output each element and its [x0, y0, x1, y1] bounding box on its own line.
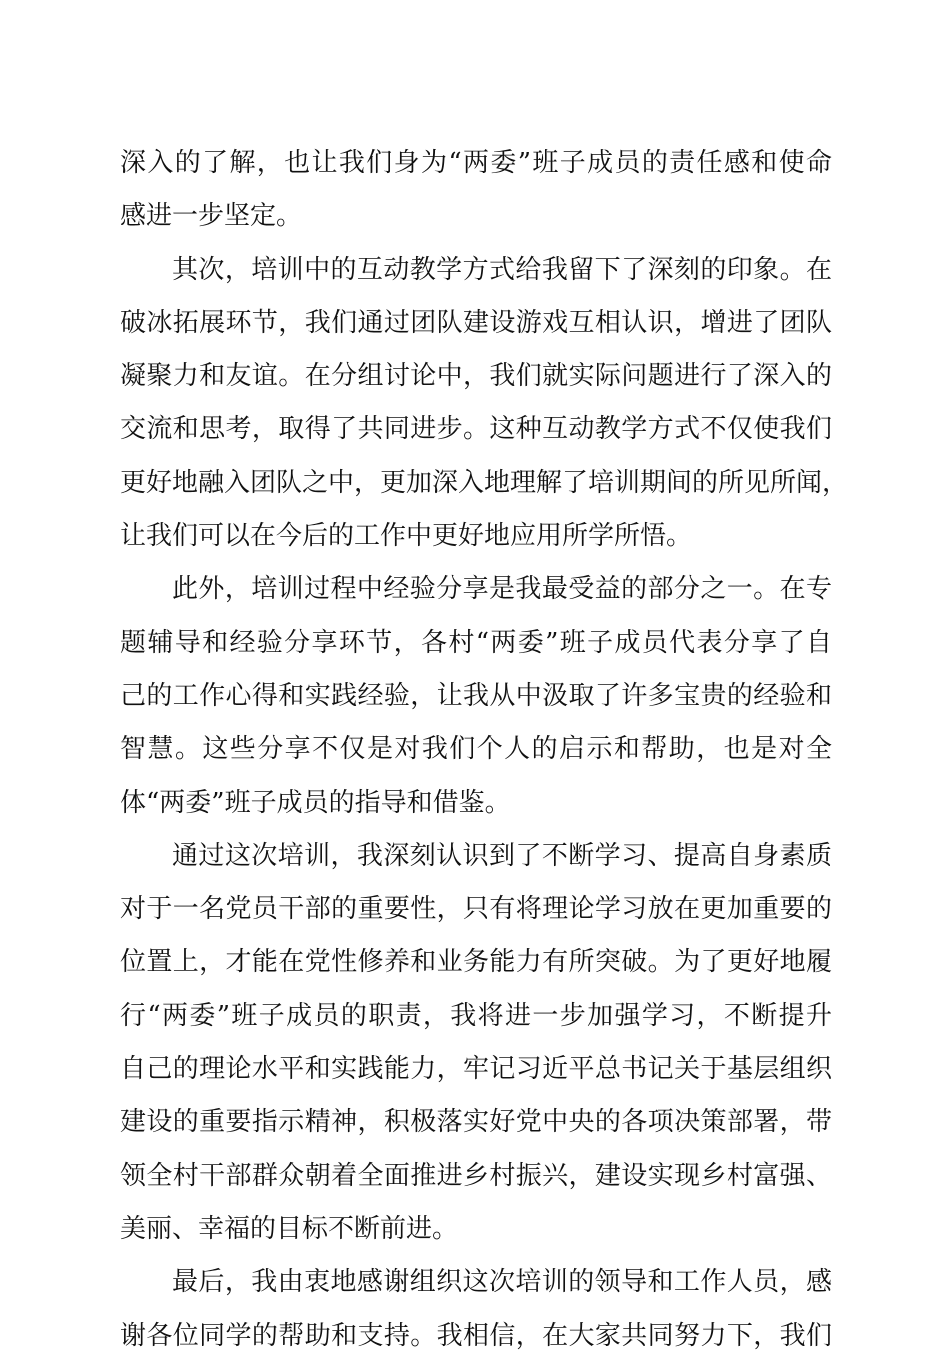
text-line: 破冰拓展环节，我们通过团队建设游戏互相认识，增进了团队 [120, 307, 832, 338]
text-line: 美丽、幸福的目标不断前进。 [120, 1213, 459, 1244]
text-line: 其次，培训中的互动教学方式给我留下了深刻的印象。在 [172, 254, 832, 285]
text-line: 深入的了解，也让我们身为“两委”班子成员的责任感和使命 [120, 148, 832, 178]
text-line: 让我们可以在今后的工作中更好地应用所学所悟。 [120, 521, 693, 552]
text-line: 题辅导和经验分享环节，各村“两委”班子成员代表分享了自 [120, 627, 832, 658]
text-line: 自己的理论水平和实践能力，牢记习近平总书记关于基层组织 [120, 1054, 832, 1085]
text-line: 通过这次培训，我深刻认识到了不断学习、提高自身素质 [172, 840, 832, 871]
text-line: 凝聚力和友谊。在分组讨论中，我们就实际问题进行了深入的 [120, 361, 832, 392]
text-line: 交流和思考，取得了共同进步。这种互动教学方式不仅使我们 [120, 414, 832, 445]
text-line: 谢各位同学的帮助和支持。我相信，在大家共同努力下，我们 [120, 1320, 832, 1351]
text-line: 感进一步坚定。 [120, 201, 303, 232]
text-line: 智慧。这些分享不仅是对我们个人的启示和帮助，也是对全 [120, 734, 832, 765]
text-line: 体“两委”班子成员的指导和借鉴。 [120, 787, 511, 818]
text-line: 己的工作心得和实践经验，让我从中汲取了许多宝贵的经验和 [120, 680, 832, 711]
text-line: 对于一名党员干部的重要性，只有将理论学习放在更加重要的 [120, 894, 832, 925]
text-line: 领全村干部群众朝着全面推进乡村振兴，建设实现乡村富强、 [120, 1160, 832, 1191]
document-body [120, 137, 849, 1363]
text-line: 建设的重要指示精神，积极落实好党中央的各项决策部署，带 [120, 1107, 832, 1138]
text-line: 位置上，才能在党性修养和业务能力有所突破。为了更好地履 [120, 947, 832, 978]
text-line: 最后，我由衷地感谢组织这次培训的领导和工作人员，感 [172, 1267, 832, 1298]
text-line: 更好地融入团队之中，更加深入地理解了培训期间的所见所闻， [120, 467, 849, 498]
text-line: 行“两委”班子成员的职责，我将进一步加强学习，不断提升 [120, 1000, 832, 1031]
text-line: 此外，培训过程中经验分享是我最受益的部分之一。在专 [172, 574, 832, 605]
